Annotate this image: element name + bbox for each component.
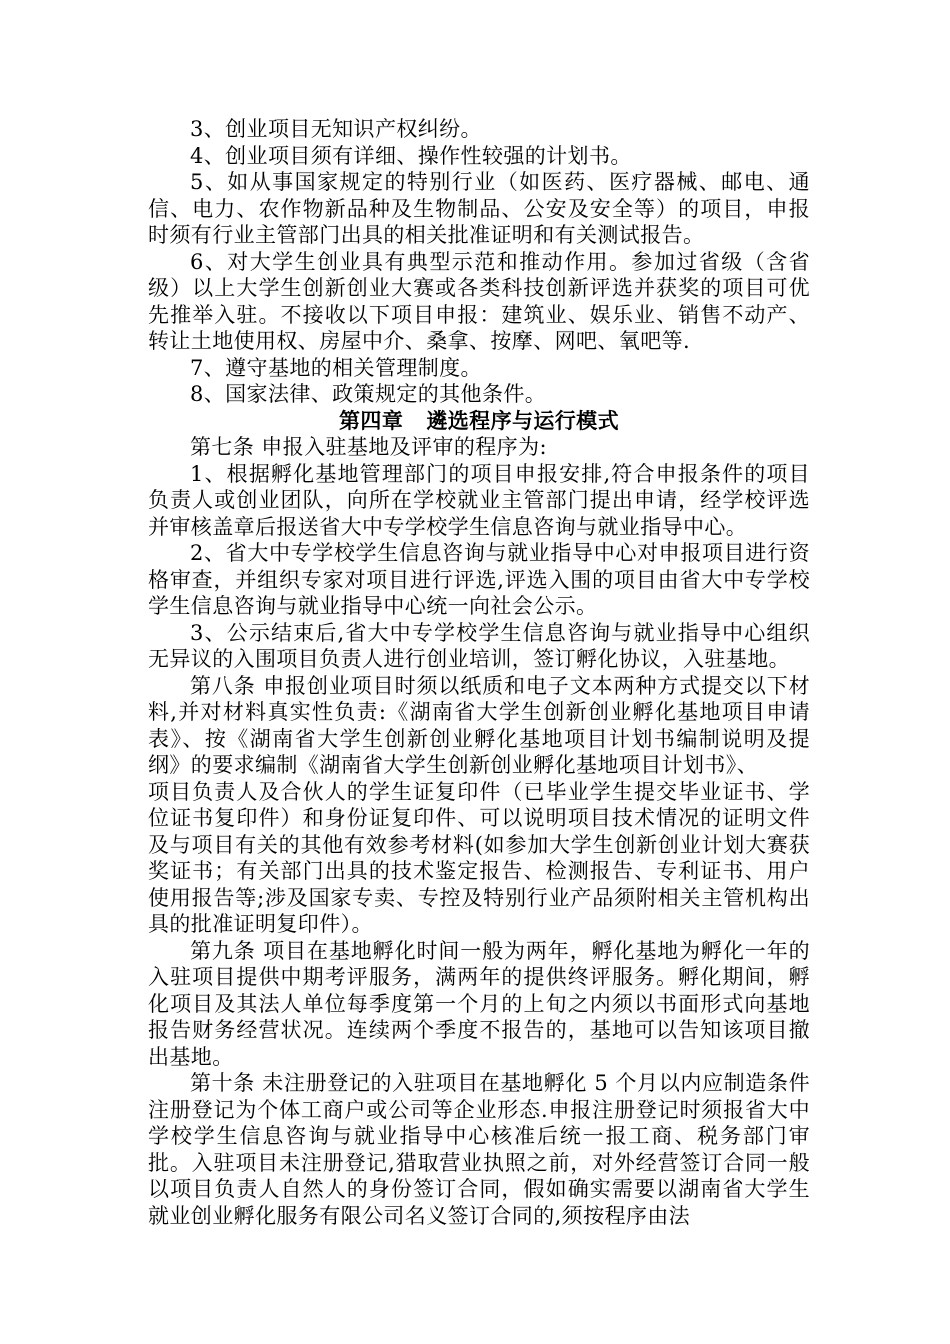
article-8-part-1: 第八条 申报创业项目时须以纸质和电子文本两种方式提交以下材料,并对材料真实性负责:《湖南省大学生创新创业孵化基地项目申请表》、按《湖南省大学生创新创业孵化基地项目计划书编制说明及提纲》的要求编制《湖南省大学生创新创业孵化基地项目计划书》、 [148, 673, 810, 777]
document-body [148, 116, 810, 1229]
article-8-part-2: 项目负责人及合伙人的学生证复印件（已毕业学生提交毕业证书、学位证书复印件）和身份证复印件、可以说明项目技术情况的证明文件及与项目有关的其他有效参考材料(如参加大学生创新创业计划大赛获奖证书；有关部门出具的技术鉴定报告、检测报告、专利证书、用户使用报告等;涉及国家专卖、专控及特别行业产品须附相关主管机构出具的批准证明复印件）。 [148, 779, 810, 936]
condition-item-5: 5、如从事国家规定的特别行业（如医药、医疗器械、邮电、通信、电力、农作物新品种及生物制品、公安及安全等）的项目，申报时须有行业主管部门出具的相关批准证明和有关测试报告。 [148, 170, 810, 247]
article-10: 第十条 未注册登记的入驻项目在基地孵化 5 个月以内应制造条件注册登记为个体工商户或公司等企业形态.申报注册登记时须报省大中学校学生信息咨询与就业指导中心核准后统一报工商、税务部门审批。入驻项目未注册登记,猎取营业执照之前，对外经营签订合同一般以项目负责人自然人的身份签订合同，假如确实需要以湖南省大学生就业创业孵化服务有限公司名义签订合同的,须按程序由法 [148, 1071, 810, 1228]
article-7-item-3: 3、公示结束后,省大中专学校学生信息咨询与就业指导中心组织无异议的入围项目负责人进行创业培训，签订孵化协议，入驻基地。 [148, 620, 810, 671]
condition-item-7: 7、遵守基地的相关管理制度。 [190, 355, 482, 380]
condition-item-8: 8、国家法律、政策规定的其他条件。 [190, 382, 547, 406]
article-7-item-2: 2、省大中专学校学生信息咨询与就业指导中心对申报项目进行资格审查，并组织专家对项目进行评选,评选入围的项目由省大中专学校学生信息咨询与就业指导中心统一向社会公示。 [148, 541, 810, 618]
condition-item-4: 4、创业项目须有详细、操作性较强的计划书。 [190, 143, 632, 168]
condition-item-3: 3、创业项目无知识产权纠纷。 [190, 117, 482, 141]
article-7-intro: 第七条 申报入驻基地及评审的程序为: [190, 435, 547, 459]
article-9: 第九条 项目在基地孵化时间一般为两年，孵化基地为孵化一年的入驻项目提供中期考评服务，满两年的提供终评服务。孵化期间，孵化项目及其法人单位每季度第一个月的上旬之内须以书面形式向基地报告财务经营状况。连续两个季度不报告的，基地可以告知该项目撤出基地。 [148, 938, 810, 1069]
condition-item-6: 6、对大学生创业具有典型示范和推动作用。参加过省级（含省级）以上大学生创新创业大赛或各类科技创新评选并获奖的项目可优先推举入驻。不接收以下项目申报：建筑业、娱乐业、销售不动产、转让土地使用权、房屋中介、桑拿、按摩、网吧、氧吧等. [148, 249, 810, 353]
article-7-item-1: 1、根据孵化基地管理部门的项目申报安排,符合申报条件的项目负责人或创业团队，向所在学校就业主管部门提出申请，经学校评选并审核盖章后报送省大中专学校学生信息咨询与就业指导中心。 [148, 461, 810, 539]
chapter-heading: 第四章 遴选程序与运行模式 [339, 408, 619, 433]
